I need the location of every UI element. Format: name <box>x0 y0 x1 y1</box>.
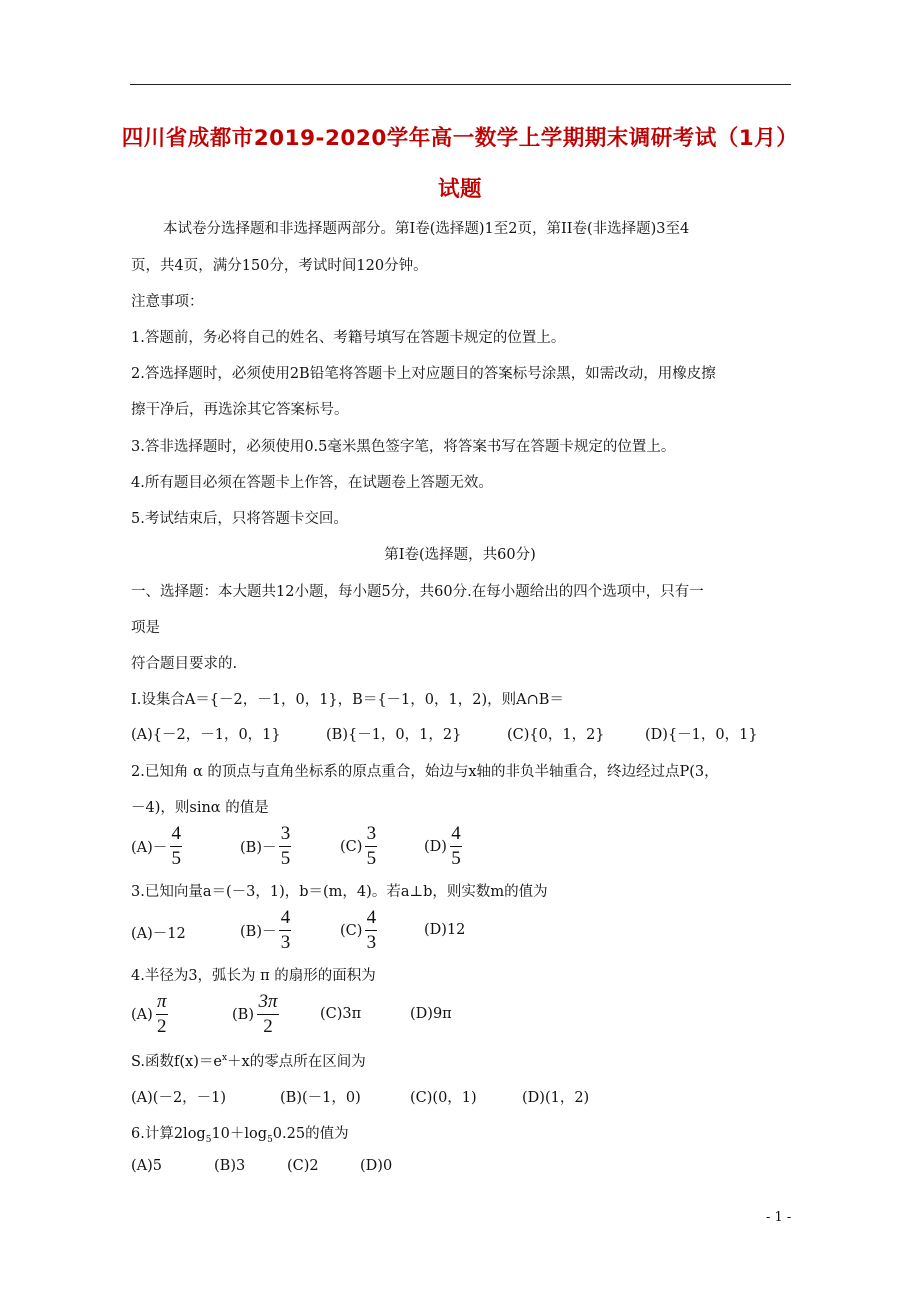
note-1: 1.答题前，务必将自己的姓名、考籍号填写在答题卡规定的位置上。 <box>131 330 566 346</box>
note-3: 3.答非选择题时，必须使用0.5毫米黑色签字笔，将答案书写在答题卡规定的位置上。 <box>131 439 676 455</box>
note-5: 5.考试结束后，只将答题卡交回。 <box>131 511 348 527</box>
section-instructions: 一、选择题：本大题共12小题，每小题5分，共60分.在每小题给出的四个选项中，只有一 <box>131 584 704 600</box>
q5-option-c: (C)(0，1) <box>410 1090 477 1106</box>
q6-option-c: (C)2 <box>287 1158 319 1174</box>
q6-option-d: (D)0 <box>360 1158 393 1174</box>
exam-title-line2: 试题 <box>437 177 482 202</box>
q4-option-c: (C)3π <box>320 1006 362 1022</box>
fraction: $\frac{3}{5}$ <box>280 823 291 869</box>
fraction: $\frac{3\pi}{2}$ <box>258 991 278 1037</box>
q5-option-b: (B)(－1，0) <box>280 1090 361 1106</box>
q6-option-a: (A)5 <box>131 1158 163 1174</box>
fraction: $\frac{3}{5}$ <box>366 823 377 869</box>
header-rule <box>130 84 791 85</box>
q5-option-d: (D)(1，2) <box>522 1090 590 1106</box>
fraction: $\frac{\pi}{2}$ <box>157 991 167 1037</box>
notes-heading: 注意事项： <box>131 294 204 310</box>
q4-option-b: (B) $\frac{3\pi}{2}$ <box>232 991 278 1037</box>
q2-stem: 2.已知角 α 的顶点与直角坐标系的原点重合，始边与x轴的非负半轴重合，终边经过点P(3， <box>131 764 719 780</box>
q2-option-c: (C) $\frac{3}{5}$ <box>340 823 377 869</box>
q3-option-c: (C) $\frac{4}{3}$ <box>340 907 377 953</box>
fraction: $\frac{4}{3}$ <box>366 907 377 953</box>
q3-stem: 3.已知向量a＝(－3，1)，b＝(m，4)。若a⊥b，则实数m的值为 <box>131 884 548 900</box>
page-number: - 1 - <box>766 1210 792 1225</box>
section-title: 第Ⅰ卷(选择题，共60分) <box>384 547 536 563</box>
note-2: 2.答选择题时，必须使用2B铅笔将答题卡上对应题目的答案标号涂黑，如需改动，用橡皮擦 <box>131 366 716 382</box>
section-instructions-cont: 项是 <box>131 620 160 636</box>
q1-option-b: (B){－1，0，1，2} <box>326 727 462 743</box>
fraction: $\frac{4}{5}$ <box>451 823 461 869</box>
intro-line-2: 页，共4页，满分150分，考试时间120分钟。 <box>131 258 428 274</box>
q4-option-a: (A) $\frac{\pi}{2}$ <box>131 991 167 1037</box>
q1-stem: I.设集合A＝{－2，－1，0，1}，B＝{－1，0，1，2)，则A∩B＝ <box>131 692 564 708</box>
q5-option-a: (A)(－2，－1) <box>131 1090 227 1106</box>
q1-option-d: (D){－1，0，1} <box>645 727 758 743</box>
note-2-cont: 擦干净后，再选涂其它答案标号。 <box>131 402 349 418</box>
q2-stem-cont: －4)，则sinα 的值是 <box>131 800 269 816</box>
intro-line-1: 本试卷分选择题和非选择题两部分。第Ⅰ卷(选择题)1至2页，第II卷(非选择题)3至4 <box>163 221 690 237</box>
q2-option-b: (B)－ $\frac{3}{5}$ <box>240 823 291 869</box>
q2-option-a: (A)－ $\frac{4}{5}$ <box>131 823 182 869</box>
note-4: 4.所有题目必须在答题卡上作答，在试题卷上答题无效。 <box>131 475 493 491</box>
q3-option-d: (D)12 <box>424 922 466 938</box>
q2-option-d: (D) $\frac{4}{5}$ <box>424 823 461 869</box>
q4-option-d: (D)9π <box>410 1006 452 1022</box>
q6-stem: 6.计算$2\log_510+\log_50.25$的值为 <box>131 1126 349 1145</box>
q4-stem: 4.半径为3，弧长为 π 的扇形的面积为 <box>131 968 376 984</box>
section-instructions-end: 符合题目要求的. <box>131 656 238 672</box>
q5-stem: S.函数$f(x)=e^x+x$的零点所在区间为 <box>131 1053 366 1070</box>
q6-option-b: (B)3 <box>214 1158 246 1174</box>
fraction: $\frac{4}{5}$ <box>171 823 182 869</box>
q1-option-c: (C){0，1，2} <box>507 727 605 743</box>
q1-option-a: (A){－2，－1，0，1} <box>131 727 281 743</box>
exam-title: 四川省成都市2019-2020学年高一数学上学期期末调研考试（1月） <box>121 126 799 151</box>
fraction: $\frac{4}{3}$ <box>280 907 291 953</box>
q3-option-a: (A)－12 <box>131 926 186 942</box>
q3-option-b: (B)－ $\frac{4}{3}$ <box>240 907 291 953</box>
